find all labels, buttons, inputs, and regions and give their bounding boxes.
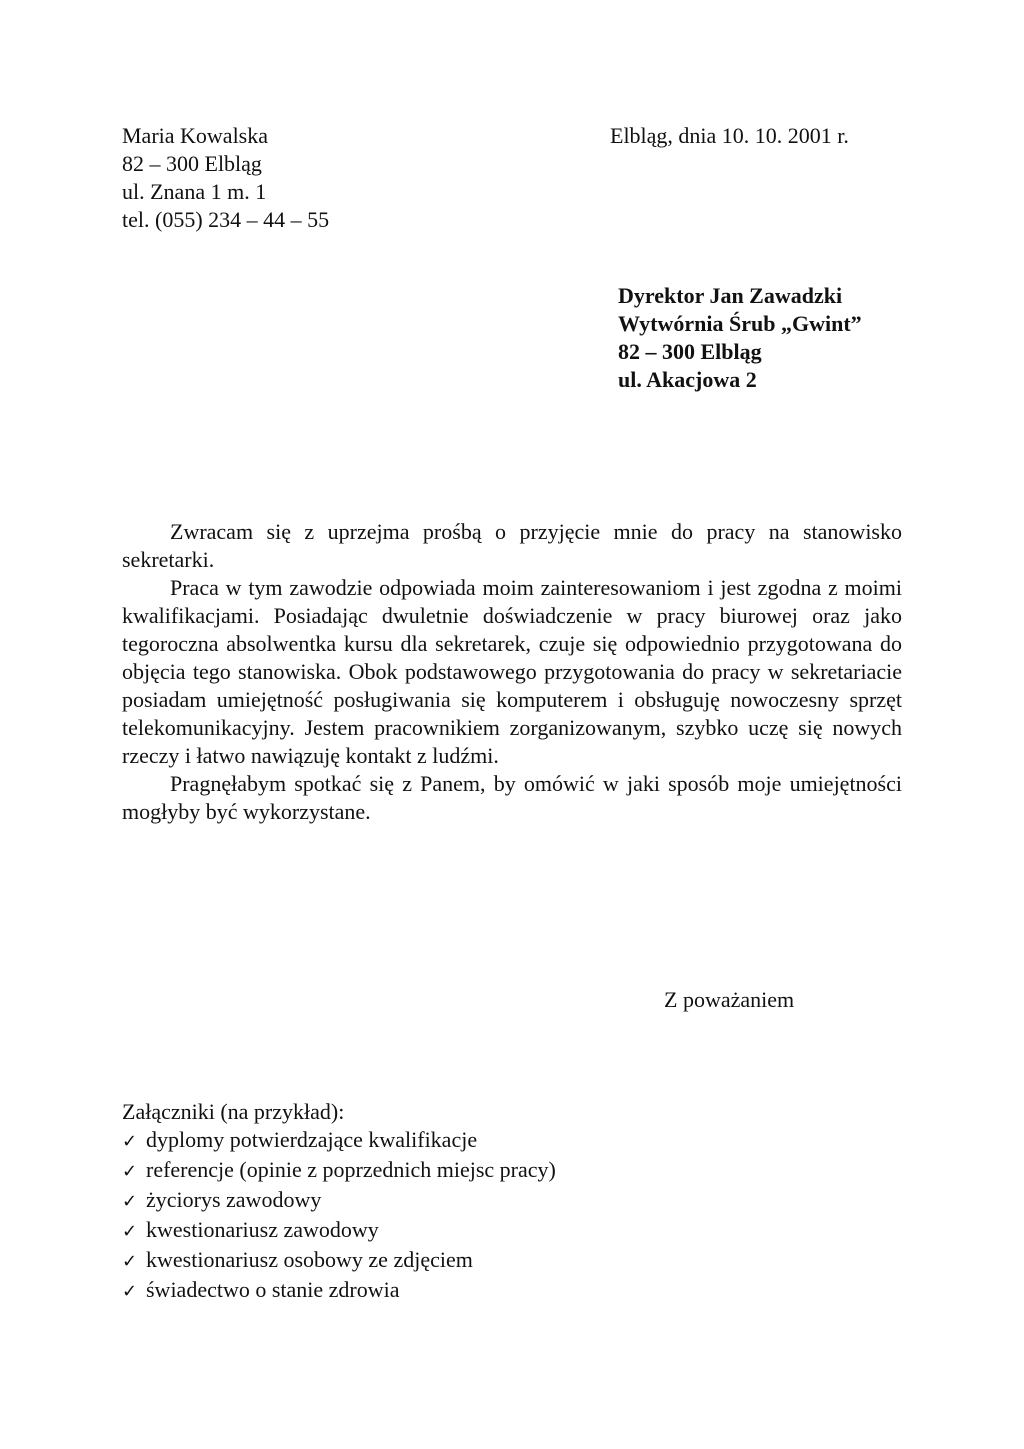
sender-name: Maria Kowalska [122,123,269,148]
checkmark-icon: ✓ [122,1281,138,1302]
checkmark-icon: ✓ [122,1161,138,1182]
sender-city: 82 – 300 Elbląg [122,151,262,176]
letter-body [122,518,902,826]
attachment-label: kwestionariusz osobowy ze zdjęciem [146,1247,473,1272]
checkmark-icon: ✓ [122,1251,138,1272]
list-item [122,1186,722,1216]
attachments-heading: Załączniki (na przykład): [122,1099,345,1124]
attachment-label: dyplomy potwierdzające kwalifikacje [146,1127,478,1152]
attachment-label: świadectwo o stanie zdrowia [146,1277,400,1302]
recipient-line-2: Wytwórnia Śrub „Gwint” [618,311,862,336]
attachments-list [122,1098,722,1306]
list-item [122,1276,722,1306]
checkmark-icon: ✓ [122,1221,138,1242]
sender-street: ul. Znana 1 m. 1 [122,179,267,204]
attachment-label: życiorys zawodowy [146,1187,322,1212]
list-item [122,1156,722,1186]
checkmark-icon: ✓ [122,1131,138,1152]
list-item [122,1126,722,1156]
sender-phone: tel. (055) 234 – 44 – 55 [122,207,330,232]
closing-salutation: Z poważaniem [664,987,795,1012]
recipient-line-1: Dyrektor Jan Zawadzki [618,283,843,308]
body-paragraph-3: Pragnęłabym spotkać się z Panem, by omówić w jaki sposób moje umiejętności mogłyby być wykorzystane. [122,771,902,824]
recipient-address [618,282,862,394]
place-date: Elbląg, dnia 10. 10. 2001 r. [610,123,849,148]
checkmark-icon: ✓ [122,1191,138,1212]
recipient-line-3: 82 – 300 Elbląg [618,339,762,364]
list-item [122,1216,722,1246]
body-paragraph-1: Zwracam się z uprzejma prośbą o przyjęcie mnie do pracy na stanowisko sekretarki. [122,519,902,572]
body-paragraph-2: Praca w tym zawodzie odpowiada moim zainteresowaniom i jest zgodna z moimi kwalifikacjami. Posiadając dwuletnie doświadczenie w pracy biurowej oraz jako tegoroczna absolwentka kursu dla sekretarek, czuje się odpowiednio przygotowana do objęcia tego stanowiska. Obok podstawowego przygotowania do pracy w sekretariacie posiadam umiejętność posługiwania się komputerem i obsługuję nowoczesny sprzęt telekomunikacyjny. Jestem pracownikiem zorganizowanym, szybko uczę się nowych rzeczy i łatwo nawiązuję kontakt z ludźmi. [122,575,902,768]
attachment-label: referencje (opinie z poprzednich miejsc pracy) [146,1157,556,1182]
sender-address [122,122,542,234]
list-item [122,1246,722,1276]
recipient-line-4: ul. Akacjowa 2 [618,367,757,392]
attachment-label: kwestionariusz zawodowy [146,1217,379,1242]
